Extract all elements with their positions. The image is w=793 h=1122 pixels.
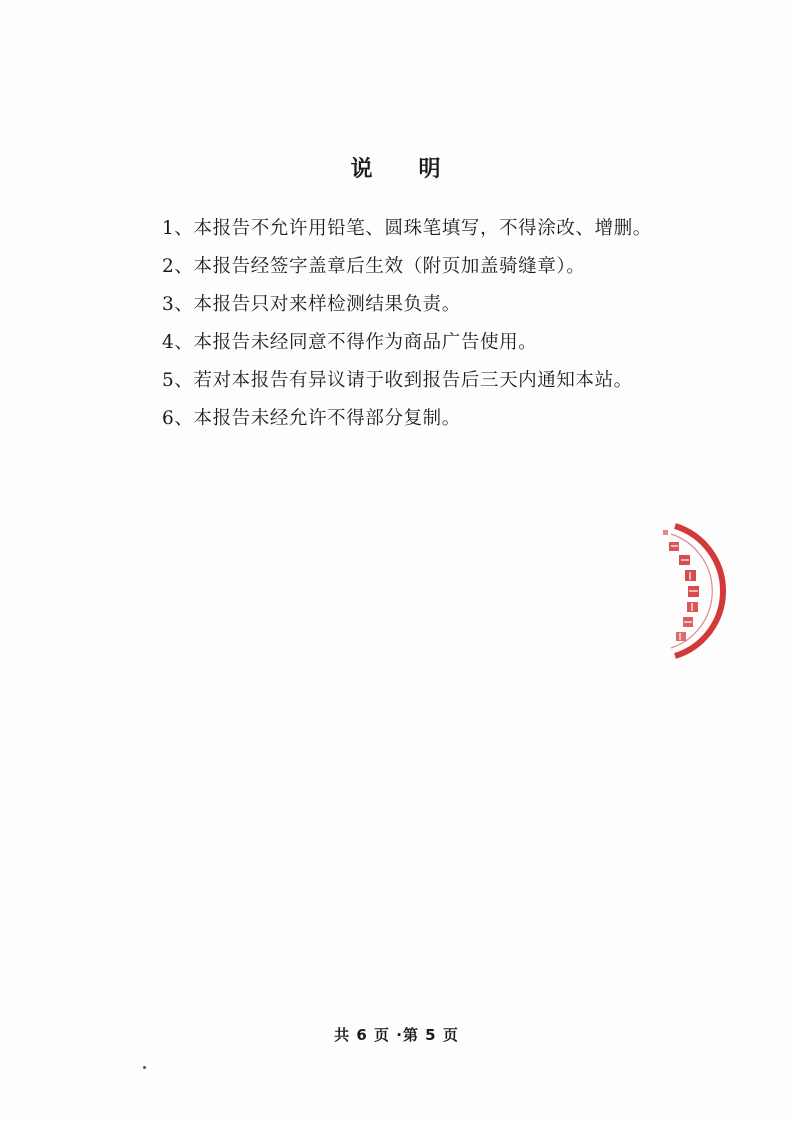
page-footer: 共 6 页 ·第 5 页 [334,1026,459,1044]
page-title [0,152,793,183]
scan-speck [143,1066,146,1069]
note-item: 6、本报告未经允许不得部分复制。 [162,408,461,429]
note-item: 5、若对本报告有异议请于收到报告后三天内通知本站。 [162,370,633,391]
page-title-char-1: 说 [350,157,375,182]
note-item: 4、本报告未经同意不得作为商品广告使用。 [162,332,538,353]
notes-list [162,214,722,442]
note-item: 3、本报告只对来样检测结果负责。 [162,294,461,315]
seal-stamp [657,522,737,662]
note-item: 1、本报告不允许用铅笔、圆珠笔填写，不得涂改、增删。 [162,218,652,239]
page-title-char-2: 明 [418,157,443,182]
note-item: 2、本报告经签字盖章后生效（附页加盖骑缝章）。 [162,256,586,277]
